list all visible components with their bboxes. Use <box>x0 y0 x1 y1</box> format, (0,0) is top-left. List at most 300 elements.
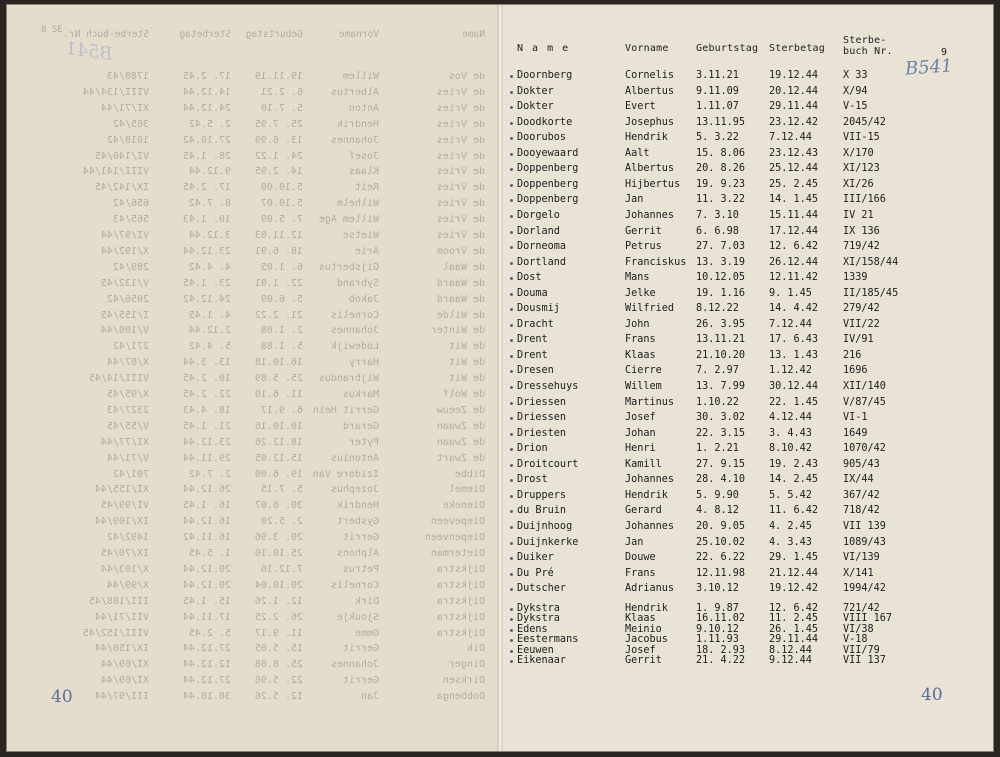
ghost-entry-name: de Wilde <box>436 309 485 321</box>
entry-vorname: Johannes <box>625 209 675 221</box>
ghost-entry-sterbetag: 17.11.44 <box>182 611 231 623</box>
entry-sterbebuch: VII-15 <box>843 132 880 144</box>
entry-geburtstag: 1. 2.21 <box>696 443 739 455</box>
entry-vorname: Hendrik <box>625 489 668 501</box>
ghost-list-item <box>7 294 499 308</box>
ghost-entry-vorname: Wilhelm <box>336 198 379 210</box>
ghost-entry-sterbetag: 16.11.42 <box>182 532 231 544</box>
entry-vorname: Johan <box>625 427 656 439</box>
ghost-entry-vorname: Cornelis <box>330 579 379 591</box>
ghost-entry-name: de Vries <box>436 198 485 210</box>
ghost-entry-buch: 1780/43 <box>106 71 149 82</box>
list-item <box>503 257 993 271</box>
entry-sterbebuch: 1089/43 <box>843 536 886 548</box>
entry-vorname: Gerard <box>625 505 662 517</box>
entry-name: Dooyewaard <box>517 147 579 159</box>
ghost-entry-vorname: Jozephus <box>330 484 379 496</box>
list-item <box>503 365 993 379</box>
ghost-entry-sterbetag: 29.11.44 <box>182 452 231 464</box>
ghost-entry-geburtstag: 18. 6.91 <box>254 245 303 257</box>
list-item <box>503 163 993 177</box>
entry-vorname: Aalt <box>625 147 650 159</box>
ghost-entry-geburtstag: 20. 3.96 <box>254 532 303 544</box>
list-item <box>503 568 993 582</box>
ghost-entry-buch: VIII/152/45 <box>82 627 149 639</box>
entry-geburtstag: 20. 9.05 <box>696 520 746 532</box>
entry-geburtstag: 15. 8.06 <box>696 147 746 159</box>
ghost-entry-geburtstag: 20.10.04 <box>254 579 303 591</box>
entry-name: Duijnkerke <box>517 536 579 548</box>
ghost-entry-sterbetag: 4. 1.45 <box>188 309 231 321</box>
ghost-entry-sterbetag: 17. 2.45 <box>182 71 231 82</box>
list-item <box>503 210 993 224</box>
entry-sterbebuch: IX/44 <box>843 474 874 486</box>
row-marker <box>510 479 513 482</box>
entry-vorname: Cierre <box>625 365 662 377</box>
ghost-entry-name: de Vries <box>436 86 485 98</box>
ghost-entry-sterbetag: 17. 2.45 <box>182 182 231 194</box>
entry-geburtstag: 19. 1.16 <box>696 287 746 299</box>
ghost-entry-sterbetag: 27.12.44 <box>182 643 231 655</box>
header-vorname: Vorname <box>625 43 669 54</box>
ghost-entry-name: Dijkstra <box>436 595 485 607</box>
list-item <box>503 521 993 535</box>
entry-vorname: Henri <box>625 443 656 455</box>
list-item <box>503 537 993 551</box>
entry-sterbebuch: VI/139 <box>843 552 880 564</box>
entry-geburtstag: 22. 3.15 <box>696 427 746 439</box>
ghost-entry-sterbetag: 3.12.44 <box>188 230 231 241</box>
entry-vorname: Adrianus <box>625 583 675 595</box>
entry-geburtstag: 10.12.05 <box>696 272 746 284</box>
page-number: 9 <box>941 47 948 58</box>
row-marker <box>510 215 513 218</box>
archive-stamp: B541 <box>904 55 954 80</box>
ghost-entry-sterbetag: 24.12.42 <box>182 293 231 305</box>
ghost-entry-name: de Vries <box>436 166 485 178</box>
ghost-entry-sterbetag: 2. 5.42 <box>188 118 231 130</box>
ghost-list-item <box>7 182 499 196</box>
ghost-entry-sterbetag: 26.12.44 <box>182 484 231 496</box>
ghost-entry-sterbetag: 22. 2.45 <box>182 389 231 400</box>
ghost-entry-name: de Vries <box>436 118 485 130</box>
entry-vorname: Jelke <box>625 287 656 299</box>
ghost-entry-vorname: Sybrand <box>336 277 379 289</box>
ghost-entry-buch: IX/150/44 <box>94 643 149 655</box>
row-marker <box>510 293 513 296</box>
ghost-entry-vorname: Jakob <box>348 293 379 305</box>
ghost-entry-vorname: Arie <box>354 245 379 257</box>
ghost-entry-vorname: Izidore Van <box>312 468 379 480</box>
entry-sterbebuch: X/94 <box>843 85 868 97</box>
ghost-entry-buch: 365/42 <box>112 118 149 130</box>
ghost-entry-vorname: Klaas <box>348 166 379 178</box>
ghost-entry-sterbetag: 10. 1.43 <box>182 214 231 226</box>
entry-geburtstag: 12.11.98 <box>696 567 746 579</box>
row-marker <box>510 339 513 342</box>
entry-sterbetag: 22. 1.45 <box>769 396 819 408</box>
ghost-entry-sterbetag: 23.12.44 <box>182 245 231 257</box>
ghost-entry-sterbetag: 10. 2.45 <box>182 373 231 385</box>
entry-geburtstag: 27. 7.03 <box>696 241 746 253</box>
left-page-bleed-through-list <box>7 5 499 751</box>
ghost-list-item <box>7 484 499 498</box>
entry-name: Dykstra <box>517 613 560 625</box>
entry-vorname: Franciskus <box>625 256 687 268</box>
entry-vorname: Josef <box>625 644 656 656</box>
ghost-entry-name: de Vries <box>436 230 485 241</box>
entry-name: Doornberg <box>517 70 573 81</box>
ghost-list-item <box>7 198 499 212</box>
entry-vorname: Hijbertus <box>625 178 681 190</box>
ghost-entry-vorname: Gerrit <box>342 532 379 544</box>
entry-sterbetag: 12. 6.42 <box>769 603 819 614</box>
ghost-entry-buch: 271/42 <box>112 341 149 353</box>
ghost-entry-buch: V/55/45 <box>106 420 149 432</box>
ghost-entry-name: Dijkstra <box>436 563 485 575</box>
entry-sterbebuch: XI/158/44 <box>843 256 899 268</box>
entry-geburtstag: 3.11.21 <box>696 70 739 81</box>
entry-vorname: Johannes <box>625 520 675 532</box>
ghost-list-item <box>7 262 499 276</box>
entry-sterbebuch: V/87/45 <box>843 396 886 408</box>
entry-sterbetag: 7.12.44 <box>769 132 812 144</box>
row-marker <box>510 526 513 529</box>
entry-sterbetag: 25. 2.45 <box>769 178 819 190</box>
left-page <box>7 5 499 751</box>
ghost-entry-name: de Vos <box>448 71 485 82</box>
row-marker <box>510 137 513 140</box>
entry-geburtstag: 13.11.95 <box>696 116 746 128</box>
list-item <box>503 474 993 488</box>
ghost-entry-buch: X/103/44 <box>100 563 149 575</box>
ghost-entry-buch: XI/155/44 <box>94 484 149 496</box>
entry-name: Drion <box>517 443 548 455</box>
entry-geburtstag: 1.10.22 <box>696 396 739 408</box>
entry-sterbetag: 14. 2.45 <box>769 474 819 486</box>
row-marker <box>510 324 513 327</box>
list-item <box>503 655 993 669</box>
entry-name: Dorneoma <box>517 241 567 253</box>
ghost-list-item <box>7 357 499 371</box>
row-marker <box>510 629 513 632</box>
ghost-entry-name: de Vries <box>436 134 485 146</box>
entry-vorname: Josef <box>625 412 656 424</box>
entry-sterbetag: 9.12.44 <box>769 655 812 666</box>
row-marker <box>510 75 513 78</box>
ghost-list-item <box>7 532 499 546</box>
ghost-entry-buch: X/95/45 <box>106 389 149 400</box>
row-marker <box>510 355 513 358</box>
ghost-entry-buch: XI/69/44 <box>100 659 149 671</box>
ghost-list-item <box>7 421 499 435</box>
ghost-entry-geburtstag: 12.11.03 <box>254 230 303 241</box>
entry-geburtstag: 20. 8.26 <box>696 163 746 175</box>
entry-sterbebuch: VII/79 <box>843 644 880 656</box>
ghost-entry-vorname: Willem Age <box>318 214 379 226</box>
list-item <box>503 397 993 411</box>
ghost-entry-buch: X/87/44 <box>106 357 149 369</box>
entry-sterbetag: 14. 1.45 <box>769 194 819 206</box>
list-item <box>503 132 993 146</box>
ghost-entry-sterbetag: 2. 7.42 <box>188 468 231 480</box>
entry-sterbebuch: 279/42 <box>843 303 880 315</box>
entry-sterbetag: 23.12.43 <box>769 147 819 159</box>
ghost-entry-geburtstag: 7. 5.09 <box>260 214 303 226</box>
entry-sterbetag: 8.12.44 <box>769 644 812 656</box>
entry-sterbetag: 7.12.44 <box>769 318 812 330</box>
entry-vorname: Petrus <box>625 241 662 253</box>
list-item <box>503 194 993 208</box>
ghost-entry-vorname: Gerrit Hein <box>312 404 379 416</box>
ghost-entry-geburtstag: 7.12.16 <box>260 563 303 575</box>
list-item <box>503 303 993 317</box>
ghost-header-geburtstag: Geburtstag <box>245 29 303 40</box>
list-item <box>503 459 993 473</box>
ghost-entry-vorname: Lodewijk <box>330 341 379 353</box>
ghost-list-item <box>7 214 499 228</box>
row-marker <box>510 588 513 591</box>
row-marker <box>510 370 513 373</box>
ghost-entry-geburtstag: 6. 2.21 <box>260 86 303 98</box>
entry-sterbebuch: 2045/42 <box>843 116 886 128</box>
row-marker <box>510 433 513 436</box>
row-marker <box>510 448 513 451</box>
ghost-list-item <box>7 278 499 292</box>
ghost-list-item <box>7 119 499 133</box>
entry-sterbebuch: 1339 <box>843 272 868 284</box>
ghost-entry-sterbetag: 5. 2.45 <box>188 627 231 639</box>
entry-vorname: Kamill <box>625 458 662 470</box>
ghost-entry-geburtstag: 14. 2.95 <box>254 166 303 178</box>
ghost-entry-name: de Zwart <box>436 452 485 464</box>
ghost-list-item <box>7 453 499 467</box>
ghost-list-item <box>7 389 499 403</box>
list-item <box>503 179 993 193</box>
entry-name: Driesten <box>517 427 567 439</box>
entry-geburtstag: 21. 4.22 <box>696 655 746 666</box>
ghost-entry-vorname: Wijbrandus <box>318 373 379 385</box>
ghost-entry-name: de Waard <box>436 277 485 289</box>
ghost-entry-sterbetag: 12.12.44 <box>182 659 231 671</box>
ghost-list-item <box>7 548 499 562</box>
entry-name: Dorland <box>517 225 560 237</box>
ghost-entry-buch: IX/109/44 <box>94 516 149 528</box>
ghost-entry-geburtstag: 11. 6.10 <box>254 389 303 400</box>
ghost-list-item <box>7 628 499 642</box>
ghost-list-item <box>7 596 499 610</box>
ghost-list-item <box>7 310 499 324</box>
entry-geburtstag: 30. 3.02 <box>696 412 746 424</box>
entry-name: Eikenaar <box>517 655 567 666</box>
entry-sterbebuch: 216 <box>843 349 862 361</box>
entry-name: Doodkorte <box>517 116 573 128</box>
ghost-entry-name: Dijkstra <box>436 579 485 591</box>
ghost-entry-sterbetag: 30.10.44 <box>182 691 231 703</box>
ghost-entry-geburtstag: 26. 2.25 <box>254 611 303 623</box>
ghost-entry-sterbetag: 20.12.44 <box>182 563 231 575</box>
ghost-entry-buch: V/132/45 <box>100 277 149 289</box>
entry-sterbetag: 3. 4.43 <box>769 427 812 439</box>
entry-name: Dousmij <box>517 303 560 315</box>
entry-vorname: Douwe <box>625 552 656 564</box>
entry-geburtstag: 11. 3.22 <box>696 194 746 206</box>
left-page-stamp: B541 <box>63 37 114 66</box>
list-item <box>503 381 993 395</box>
ghost-entry-name: Dibbe <box>454 468 485 480</box>
ghost-entry-name: Dobbenga <box>436 691 485 703</box>
list-item <box>503 117 993 131</box>
ghost-entry-buch: 565/43 <box>112 214 149 226</box>
entry-name: du Bruin <box>517 505 567 517</box>
entry-sterbetag: 29.11.44 <box>769 634 819 646</box>
ghost-entry-name: Diepenveen <box>424 532 485 544</box>
row-marker <box>510 573 513 576</box>
entry-name: Droitcourt <box>517 458 579 470</box>
entry-sterbebuch: 1649 <box>843 427 868 439</box>
ghost-entry-vorname: Josef <box>348 150 379 162</box>
entry-name: Dokter <box>517 101 554 113</box>
ghost-entry-sterbetag: 28. 1.45 <box>182 150 231 162</box>
entry-sterbetag: 21.12.44 <box>769 567 819 579</box>
entry-name: Duijnhoog <box>517 520 573 532</box>
ghost-list-item <box>7 166 499 180</box>
ghost-entry-name: de Waal <box>442 261 485 273</box>
ghost-entry-buch: XI/77/44 <box>100 436 149 448</box>
entry-vorname: Meinio <box>625 623 662 635</box>
ghost-entry-geburtstag: 5. 6.09 <box>260 293 303 305</box>
entry-sterbebuch: 1696 <box>843 365 868 377</box>
ghost-entry-geburtstag: 15. 5.05 <box>254 643 303 655</box>
entry-sterbebuch: VIII 167 <box>843 613 893 625</box>
entry-name: Dresen <box>517 365 554 377</box>
ghost-entry-buch: 2327/43 <box>106 404 149 416</box>
entry-sterbebuch: 718/42 <box>843 505 880 517</box>
entry-sterbetag: 4. 2.45 <box>769 520 812 532</box>
ghost-list-item <box>7 246 499 260</box>
ghost-entry-sterbetag: 27.12.44 <box>182 675 231 687</box>
ghost-entry-vorname: Hendrik <box>336 118 379 130</box>
ghost-entry-sterbetag: 13. 3.44 <box>182 357 231 369</box>
row-marker <box>510 542 513 545</box>
entry-vorname: Evert <box>625 101 656 113</box>
ghost-entry-vorname: Omme <box>354 627 379 639</box>
list-item <box>503 319 993 333</box>
entry-name: Duiker <box>517 552 554 564</box>
row-marker <box>510 122 513 125</box>
entry-sterbebuch: XI/26 <box>843 178 874 190</box>
entry-sterbetag: 29.11.44 <box>769 101 819 113</box>
ghost-entry-vorname: Wietse <box>342 230 379 241</box>
entry-geburtstag: 19. 9.23 <box>696 178 746 190</box>
list-item <box>503 272 993 286</box>
ghost-entry-geburtstag: 2. 1.08 <box>260 325 303 337</box>
ghost-header-sterbetag: Sterbetag <box>179 29 231 40</box>
entry-sterbetag: 12. 6.42 <box>769 241 819 253</box>
entry-sterbetag: 17.12.44 <box>769 225 819 237</box>
ghost-entry-vorname: Pyter <box>348 436 379 448</box>
ghost-entry-geburtstag: 5. 7.15 <box>260 484 303 496</box>
ghost-entry-geburtstag: 6. 9.17 <box>260 404 303 416</box>
ghost-entry-vorname: Dirk <box>354 595 379 607</box>
entry-geburtstag: 5. 3.22 <box>696 132 739 144</box>
entry-geburtstag: 18. 2.93 <box>696 644 746 656</box>
entry-geburtstag: 27. 9.15 <box>696 458 746 470</box>
ghost-entry-buch: XI/71/44 <box>100 102 149 114</box>
entry-sterbebuch: IV/91 <box>843 334 874 346</box>
row-marker <box>510 417 513 420</box>
ghost-entry-vorname: Gerrit <box>342 643 379 655</box>
entry-sterbebuch: VI/38 <box>843 623 874 635</box>
ghost-entry-buch: VIII/141/44 <box>82 166 149 178</box>
ghost-entry-vorname: Markus <box>342 389 379 400</box>
ghost-entry-buch: 2056/42 <box>106 293 149 305</box>
ghost-entry-geburtstag: 18.12.26 <box>254 436 303 448</box>
entry-geburtstag: 26. 3.95 <box>696 318 746 330</box>
ghost-entry-buch: V/71/44 <box>106 452 149 464</box>
entry-sterbebuch: 1994/42 <box>843 583 886 595</box>
ghost-entry-sterbetag: 4. 4.42 <box>188 261 231 273</box>
right-page-pencil-number: 40 <box>921 685 943 705</box>
entry-vorname: Jan <box>625 536 644 548</box>
header-sterbebuch: Sterbe- buch Nr. <box>843 35 893 57</box>
ghost-entry-sterbetag: 23. 1.45 <box>182 277 231 289</box>
ghost-list-item <box>7 325 499 339</box>
row-marker <box>510 184 513 187</box>
ghost-entry-buch: V/100/44 <box>100 325 149 337</box>
entry-geburtstag: 5. 9.90 <box>696 489 739 501</box>
entry-vorname: Johannes <box>625 474 675 486</box>
entry-name: Eeuwen <box>517 644 554 656</box>
header-name: N a m e <box>517 43 570 54</box>
list-item <box>503 334 993 348</box>
ghost-entry-sterbetag: 9.12.44 <box>188 166 231 178</box>
ghost-entry-vorname: Reit <box>354 182 379 194</box>
ghost-entry-sterbetag: 23.12.44 <box>182 436 231 448</box>
row-marker <box>510 106 513 109</box>
entry-name: Eestermans <box>517 634 579 646</box>
entry-vorname: Albertus <box>625 85 675 97</box>
ghost-entry-name: de Vries <box>436 150 485 162</box>
entry-vorname: Jan <box>625 194 644 206</box>
entry-vorname: Gerrit <box>625 225 662 237</box>
ghost-entry-geburtstag: 2. 5.20 <box>260 516 303 528</box>
ghost-entry-sterbetag: 27.10.42 <box>182 134 231 146</box>
list-item <box>503 86 993 100</box>
ghost-entry-vorname: Albertus <box>330 86 379 98</box>
ghost-entry-name: de Winter <box>430 325 485 337</box>
ghost-entry-buch: 656/42 <box>112 198 149 210</box>
entry-geburtstag: 13. 3.19 <box>696 256 746 268</box>
ghost-entry-name: Diepeveen <box>430 516 485 528</box>
entry-geburtstag: 25.10.02 <box>696 536 746 548</box>
entry-sterbebuch: IX 136 <box>843 225 880 237</box>
ghost-entry-buch: VII/71/44 <box>94 611 149 623</box>
ghost-entry-geburtstag: 24. 1.22 <box>254 150 303 162</box>
ghost-entry-buch: 289/42 <box>112 261 149 273</box>
entry-vorname: Hendrik <box>625 132 668 144</box>
entry-geburtstag: 6. 6.98 <box>696 225 739 237</box>
entry-vorname: Frans <box>625 567 656 579</box>
ghost-list-item <box>7 135 499 149</box>
ghost-entry-geburtstag: 25. 5.89 <box>254 373 303 385</box>
ghost-list-item <box>7 564 499 578</box>
ghost-entry-vorname: Johannes <box>330 134 379 146</box>
ghost-list-item <box>7 341 499 355</box>
row-marker <box>510 557 513 560</box>
ghost-entry-geburtstag: 13. 6.99 <box>254 134 303 146</box>
ghost-entry-vorname: Gysbert <box>336 516 379 528</box>
